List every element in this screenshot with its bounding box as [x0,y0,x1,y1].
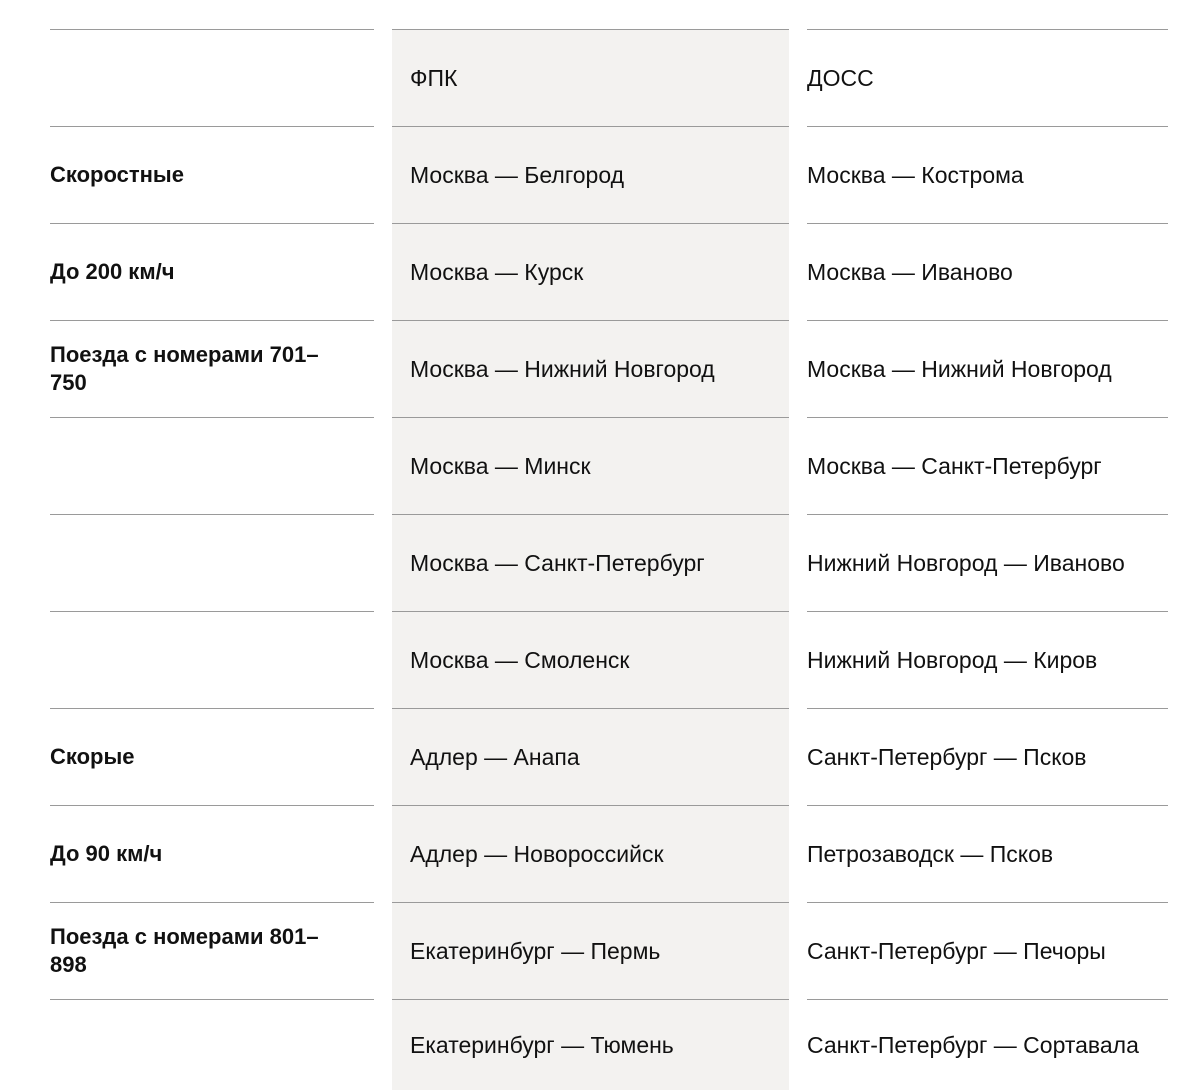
doss-route: Санкт-Петербург — Сортавала [807,999,1168,1090]
doss-route: Санкт-Петербург — Печоры [807,902,1168,999]
fpk-route: Екатеринбург — Тюмень [392,999,789,1090]
fpk-route: Екатеринбург — Пермь [392,902,789,999]
doss-route: Нижний Новгород — Иваново [807,514,1168,611]
fpk-route: Адлер — Новороссийск [392,805,789,902]
doss-route: Петрозаводск — Псков [807,805,1168,902]
category-label [50,417,374,514]
fpk-route: Москва — Санкт-Петербург [392,514,789,611]
fpk-route: Москва — Белгород [392,126,789,223]
category-label: Скорые [50,708,374,805]
header-doss: ДОСС [807,29,1168,126]
fpk-column [392,29,789,1090]
doss-route: Нижний Новгород — Киров [807,611,1168,708]
doss-route: Санкт-Петербург — Псков [807,708,1168,805]
doss-route: Москва — Кострома [807,126,1168,223]
category-label: Поезда с номерами 801–898 [50,902,374,999]
category-label: До 90 км/ч [50,805,374,902]
fpk-route: Адлер — Анапа [392,708,789,805]
doss-route: Москва — Санкт-Петербург [807,417,1168,514]
category-label [50,514,374,611]
header-cell-empty [50,29,374,126]
fpk-route: Москва — Смоленск [392,611,789,708]
category-label [50,999,374,1090]
doss-route: Москва — Нижний Новгород [807,320,1168,417]
category-label: Скоростные [50,126,374,223]
header-fpk: ФПК [392,29,789,126]
fpk-route: Москва — Нижний Новгород [392,320,789,417]
routes-table [50,29,1168,1090]
category-label: До 200 км/ч [50,223,374,320]
category-label [50,611,374,708]
doss-route: Москва — Иваново [807,223,1168,320]
doss-column [807,29,1168,1090]
fpk-route: Москва — Курск [392,223,789,320]
category-column [50,29,374,1090]
fpk-route: Москва — Минск [392,417,789,514]
category-label: Поезда с номерами 701–750 [50,320,374,417]
